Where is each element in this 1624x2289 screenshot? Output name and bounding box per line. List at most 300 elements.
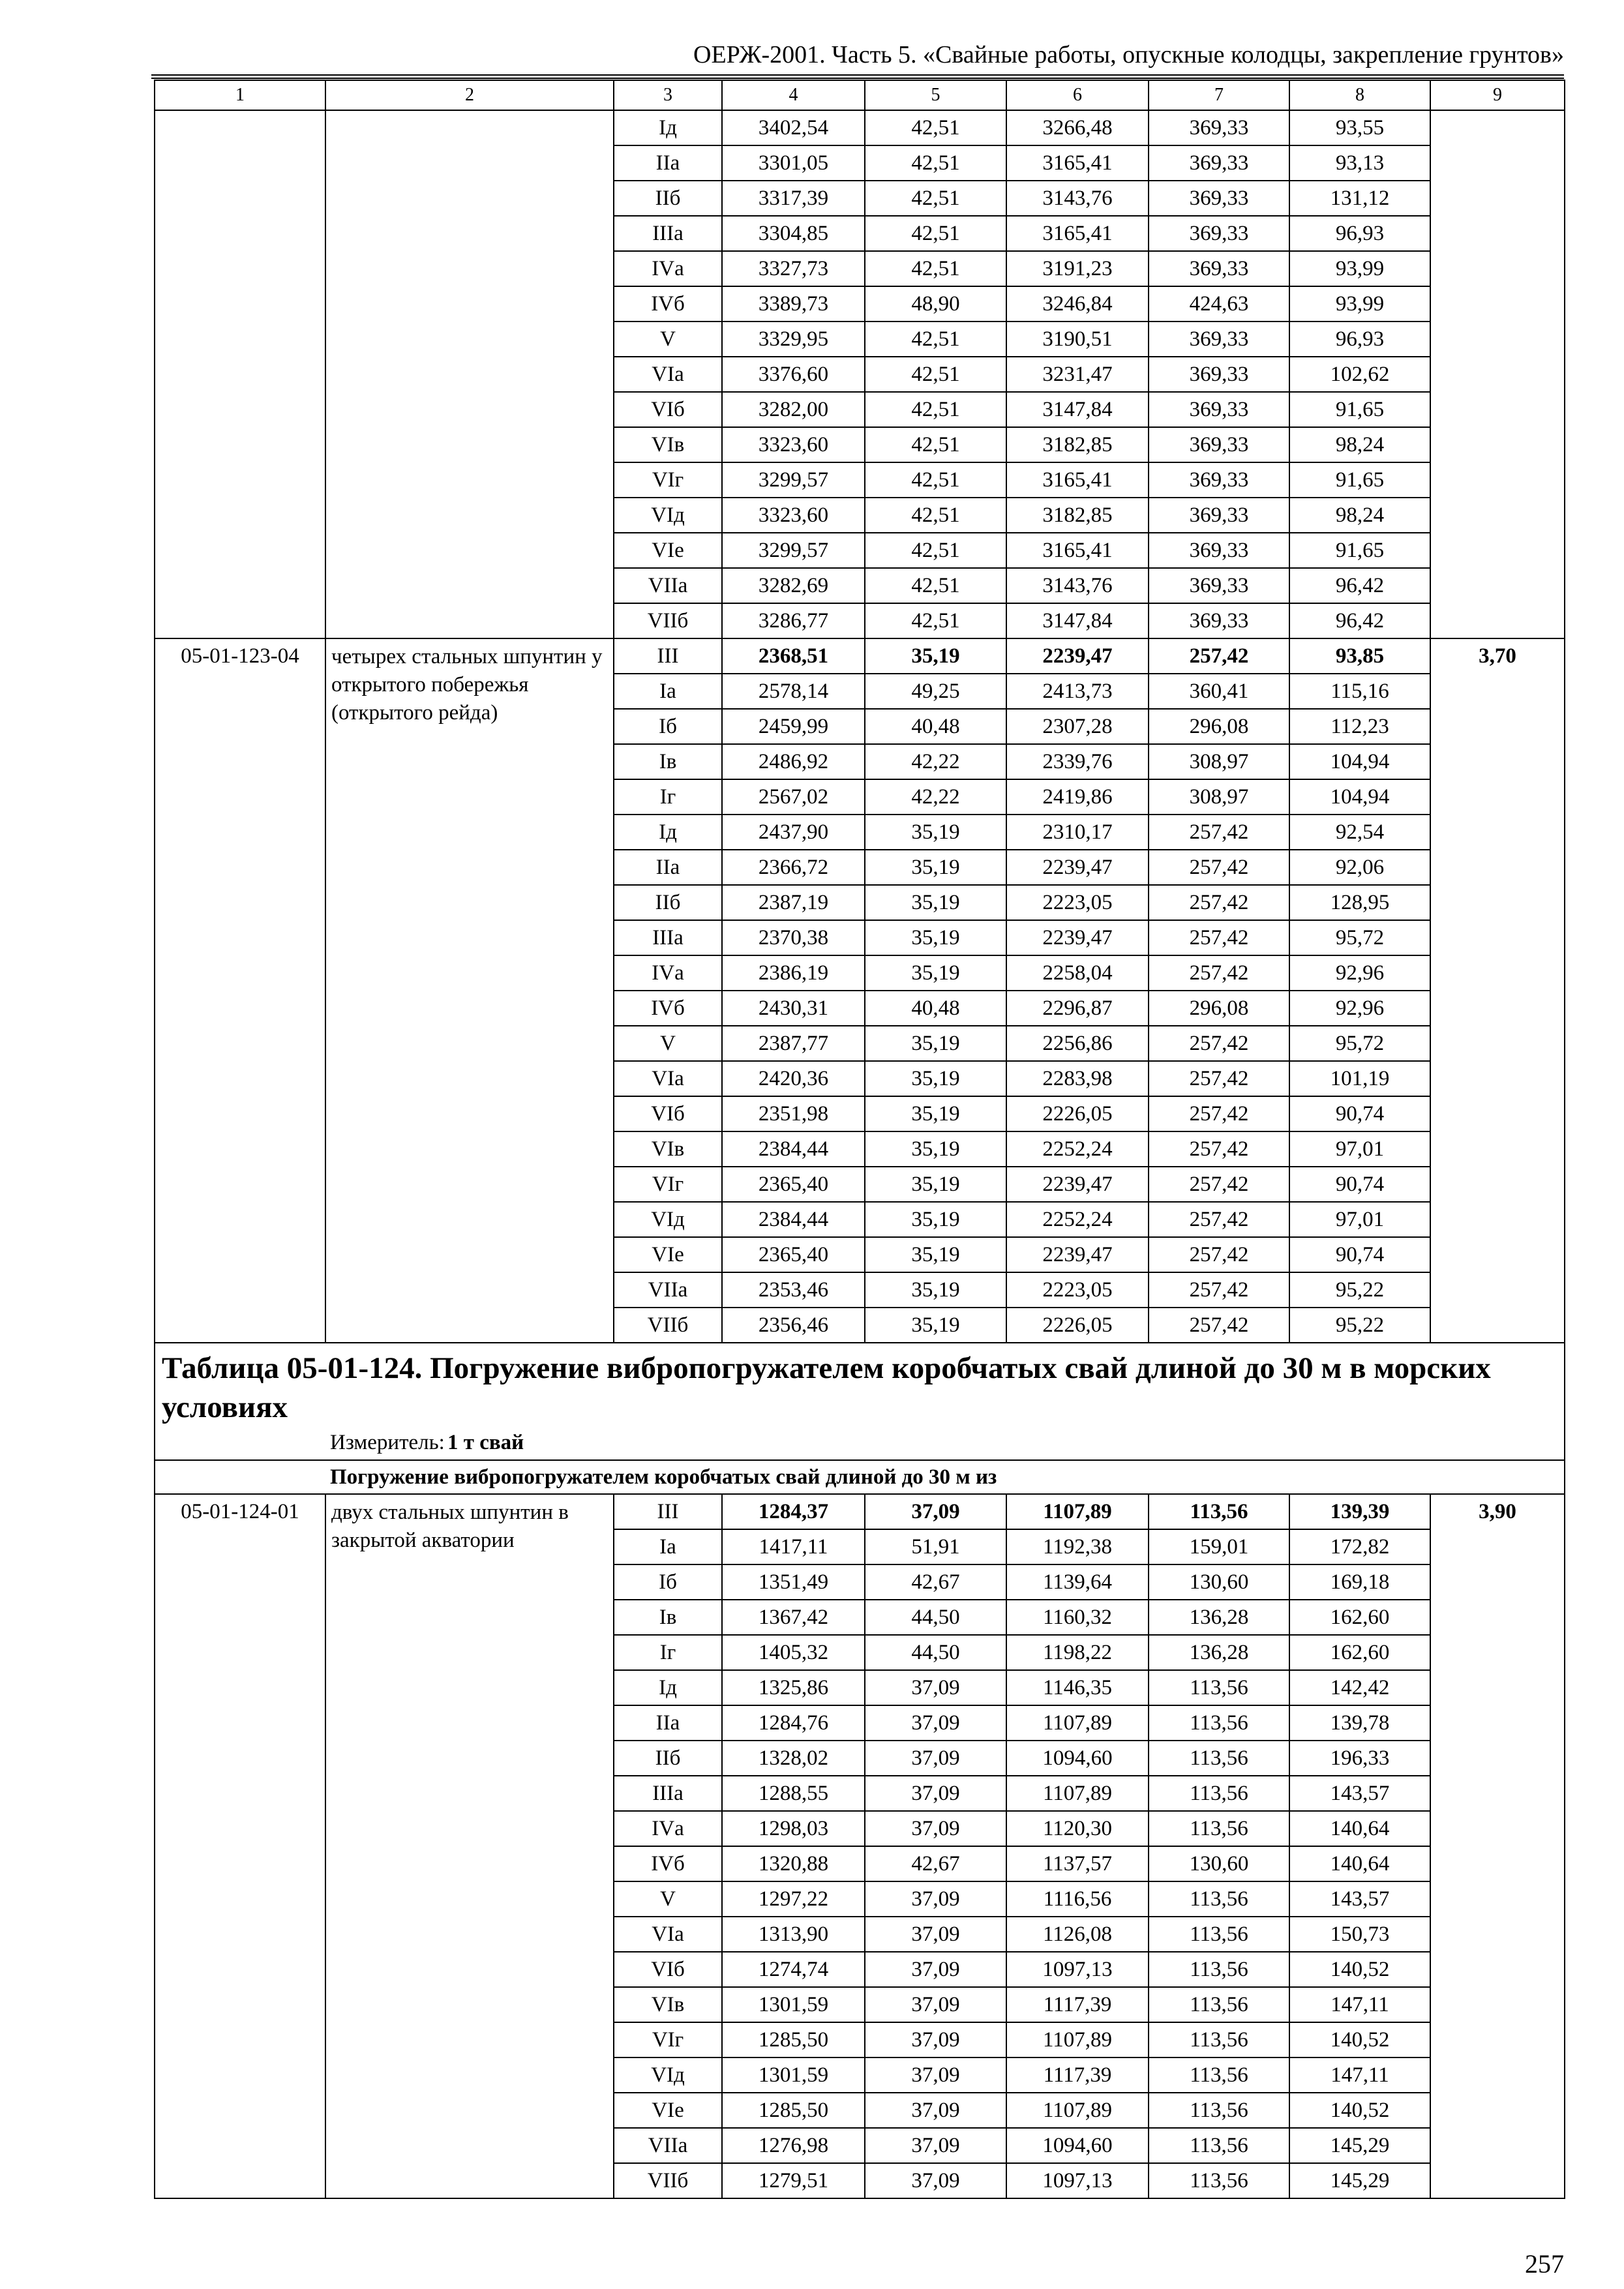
value-cell: 1107,89 (1006, 1776, 1149, 1811)
value-cell: 2226,05 (1006, 1308, 1149, 1343)
soil-group-cell: Iб (614, 1564, 722, 1600)
soil-group-cell: VIе (614, 533, 722, 568)
value-cell: 257,42 (1149, 1096, 1289, 1131)
value-cell: 2223,05 (1006, 1272, 1149, 1308)
soil-group-cell: VIб (614, 392, 722, 427)
value-cell: 42,51 (865, 357, 1006, 392)
value-cell: 2356,46 (722, 1308, 865, 1343)
table-title: Таблица 05-01-124. Погружение вибропогружателем коробчатых свай длиной до 30 м в морских условиях (162, 1351, 1491, 1424)
value-cell: 140,52 (1289, 2093, 1430, 2128)
value-cell: 112,23 (1289, 709, 1430, 744)
value-cell: 1107,89 (1006, 1494, 1149, 1529)
value-cell: 3282,69 (722, 568, 865, 603)
subcaption-cell: Погружение вибропогружателем коробчатых свай длиной до 30 м из (155, 1460, 1565, 1494)
soil-group-cell: VIа (614, 1061, 722, 1096)
value-cell: 131,12 (1289, 181, 1430, 216)
value-cell: 2370,38 (722, 920, 865, 955)
value-cell: 369,33 (1149, 533, 1289, 568)
norm-code-cell (155, 110, 325, 638)
column-number: 4 (722, 80, 865, 110)
norm-code-cell: 05-01-124-01 (155, 1494, 325, 2198)
value-cell: 35,19 (865, 1061, 1006, 1096)
value-cell: 2351,98 (722, 1096, 865, 1131)
soil-group-cell: Iг (614, 779, 722, 815)
value-cell: 37,09 (865, 2128, 1006, 2163)
value-cell: 90,74 (1289, 1096, 1430, 1131)
soil-group-cell: Iг (614, 1635, 722, 1670)
value-cell: 369,33 (1149, 427, 1289, 462)
value-cell: 91,65 (1289, 533, 1430, 568)
value-cell: 196,33 (1289, 1741, 1430, 1776)
table-row (155, 110, 1565, 145)
soil-group-cell: VIг (614, 1167, 722, 1202)
value-cell: 98,24 (1289, 427, 1430, 462)
value-cell: 1276,98 (722, 2128, 865, 2163)
soil-group-cell: IVа (614, 1811, 722, 1846)
value-cell: 42,22 (865, 744, 1006, 779)
soil-group-cell: IVб (614, 991, 722, 1026)
value-cell: 2437,90 (722, 815, 865, 850)
soil-group-cell: VIд (614, 498, 722, 533)
value-cell: 42,51 (865, 110, 1006, 145)
value-cell: 3317,39 (722, 181, 865, 216)
value-cell: 1405,32 (722, 1635, 865, 1670)
value-cell: 130,60 (1149, 1564, 1289, 1600)
value-cell: 147,11 (1289, 1987, 1430, 2022)
value-cell: 369,33 (1149, 216, 1289, 251)
value-cell: 97,01 (1289, 1202, 1430, 1237)
value-cell: 92,96 (1289, 991, 1430, 1026)
soil-group-cell: VIа (614, 357, 722, 392)
value-cell: 35,19 (865, 1237, 1006, 1272)
value-cell: 37,09 (865, 2163, 1006, 2198)
value-cell: 147,11 (1289, 2057, 1430, 2093)
soil-group-cell: VIв (614, 1131, 722, 1167)
value-cell: 92,96 (1289, 955, 1430, 991)
value-cell: 44,50 (865, 1600, 1006, 1635)
value-cell: 139,78 (1289, 1705, 1430, 1741)
value-cell: 42,51 (865, 427, 1006, 462)
value-cell: 140,64 (1289, 1811, 1430, 1846)
value-cell: 2353,46 (722, 1272, 865, 1308)
value-cell: 37,09 (865, 1705, 1006, 1741)
soil-group-cell: Iа (614, 1529, 722, 1564)
value-cell: 2339,76 (1006, 744, 1149, 779)
value-cell: 90,74 (1289, 1167, 1430, 1202)
coefficient-cell: 3,90 (1430, 1494, 1565, 2198)
table-title-cell (155, 1343, 1565, 1460)
value-cell: 96,93 (1289, 322, 1430, 357)
value-cell: 1301,59 (722, 2057, 865, 2093)
value-cell: 2252,24 (1006, 1202, 1149, 1237)
value-cell: 40,48 (865, 709, 1006, 744)
value-cell: 95,72 (1289, 1026, 1430, 1061)
value-cell: 169,18 (1289, 1564, 1430, 1600)
value-cell: 3147,84 (1006, 392, 1149, 427)
value-cell: 96,93 (1289, 216, 1430, 251)
value-cell: 42,51 (865, 603, 1006, 638)
value-cell: 35,19 (865, 1272, 1006, 1308)
value-cell: 40,48 (865, 991, 1006, 1026)
value-cell: 115,16 (1289, 674, 1430, 709)
value-cell: 308,97 (1149, 744, 1289, 779)
value-cell: 257,42 (1149, 1131, 1289, 1167)
soil-group-cell: IIб (614, 1741, 722, 1776)
value-cell: 91,65 (1289, 392, 1430, 427)
value-cell: 42,51 (865, 145, 1006, 181)
value-cell: 3165,41 (1006, 145, 1149, 181)
value-cell: 37,09 (865, 2022, 1006, 2057)
value-cell: 37,09 (865, 1494, 1006, 1529)
value-cell: 113,56 (1149, 1811, 1289, 1846)
soil-group-cell: V (614, 1026, 722, 1061)
soil-group-cell: III (614, 638, 722, 674)
value-cell: 1117,39 (1006, 1987, 1149, 2022)
value-cell: 145,29 (1289, 2163, 1430, 2198)
measure-line (162, 1431, 1557, 1455)
value-cell: 2239,47 (1006, 1167, 1149, 1202)
value-cell: 93,99 (1289, 251, 1430, 286)
value-cell: 35,19 (865, 850, 1006, 885)
value-cell: 3282,00 (722, 392, 865, 427)
soil-group-cell: VIг (614, 462, 722, 498)
value-cell: 143,57 (1289, 1881, 1430, 1917)
table-title-row (155, 1343, 1565, 1460)
value-cell: 143,57 (1289, 1776, 1430, 1811)
value-cell: 97,01 (1289, 1131, 1430, 1167)
measure-label: Измеритель: (330, 1431, 445, 1454)
value-cell: 42,51 (865, 216, 1006, 251)
soil-group-cell: IVб (614, 1846, 722, 1881)
value-cell: 48,90 (865, 286, 1006, 322)
measure-value: 1 т свай (447, 1431, 524, 1454)
value-cell: 113,56 (1149, 2093, 1289, 2128)
value-cell: 140,64 (1289, 1846, 1430, 1881)
value-cell: 2368,51 (722, 638, 865, 674)
column-number: 2 (325, 80, 614, 110)
value-cell: 1417,11 (722, 1529, 865, 1564)
value-cell: 37,09 (865, 2093, 1006, 2128)
value-cell: 113,56 (1149, 2163, 1289, 2198)
value-cell: 296,08 (1149, 991, 1289, 1026)
value-cell: 1137,57 (1006, 1846, 1149, 1881)
value-cell: 1328,02 (722, 1741, 865, 1776)
value-cell: 2459,99 (722, 709, 865, 744)
value-cell: 257,42 (1149, 815, 1289, 850)
value-cell: 136,28 (1149, 1600, 1289, 1635)
value-cell: 3147,84 (1006, 603, 1149, 638)
value-cell: 360,41 (1149, 674, 1289, 709)
value-cell: 3286,77 (722, 603, 865, 638)
value-cell: 104,94 (1289, 779, 1430, 815)
value-cell: 3165,41 (1006, 462, 1149, 498)
value-cell: 369,33 (1149, 357, 1289, 392)
value-cell: 257,42 (1149, 885, 1289, 920)
norm-description-cell (325, 110, 614, 638)
value-cell: 113,56 (1149, 1987, 1289, 2022)
value-cell: 37,09 (865, 2057, 1006, 2093)
value-cell: 92,06 (1289, 850, 1430, 885)
value-cell: 145,29 (1289, 2128, 1430, 2163)
value-cell: 2419,86 (1006, 779, 1149, 815)
value-cell: 1298,03 (722, 1811, 865, 1846)
value-cell: 2239,47 (1006, 1237, 1149, 1272)
value-cell: 1313,90 (722, 1917, 865, 1952)
value-cell: 3182,85 (1006, 498, 1149, 533)
value-cell: 369,33 (1149, 145, 1289, 181)
value-cell: 42,51 (865, 462, 1006, 498)
value-cell: 140,52 (1289, 2022, 1430, 2057)
value-cell: 42,22 (865, 779, 1006, 815)
soil-group-cell: IIIа (614, 920, 722, 955)
value-cell: 37,09 (865, 1670, 1006, 1705)
value-cell: 3323,60 (722, 498, 865, 533)
column-number: 9 (1430, 80, 1565, 110)
soil-group-cell: VIIа (614, 2128, 722, 2163)
value-cell: 1274,74 (722, 1952, 865, 1987)
value-cell: 130,60 (1149, 1846, 1289, 1881)
value-cell: 93,13 (1289, 145, 1430, 181)
value-cell: 3266,48 (1006, 110, 1149, 145)
value-cell: 3389,73 (722, 286, 865, 322)
value-cell: 42,51 (865, 533, 1006, 568)
value-cell: 2387,19 (722, 885, 865, 920)
soil-group-cell: VIIб (614, 1308, 722, 1343)
value-cell: 2239,47 (1006, 850, 1149, 885)
soil-group-cell: VIд (614, 1202, 722, 1237)
value-cell: 257,42 (1149, 1308, 1289, 1343)
value-cell: 2258,04 (1006, 955, 1149, 991)
soil-group-cell: III (614, 1494, 722, 1529)
value-cell: 1320,88 (722, 1846, 865, 1881)
value-cell: 37,09 (865, 1952, 1006, 1987)
soil-group-cell: IIб (614, 885, 722, 920)
value-cell: 296,08 (1149, 709, 1289, 744)
value-cell: 3327,73 (722, 251, 865, 286)
value-cell: 369,33 (1149, 498, 1289, 533)
value-cell: 3246,84 (1006, 286, 1149, 322)
value-cell: 1160,32 (1006, 1600, 1149, 1635)
value-cell: 139,39 (1289, 1494, 1430, 1529)
value-cell: 2283,98 (1006, 1061, 1149, 1096)
value-cell: 2223,05 (1006, 885, 1149, 920)
table-row (155, 1494, 1565, 1529)
value-cell: 369,33 (1149, 110, 1289, 145)
value-cell: 1139,64 (1006, 1564, 1149, 1600)
value-cell: 113,56 (1149, 1952, 1289, 1987)
value-cell: 1198,22 (1006, 1635, 1149, 1670)
soil-group-cell: VIб (614, 1952, 722, 1987)
value-cell: 2386,19 (722, 955, 865, 991)
soil-group-cell: VIIа (614, 1272, 722, 1308)
value-cell: 2567,02 (722, 779, 865, 815)
value-cell: 113,56 (1149, 1741, 1289, 1776)
value-cell: 91,65 (1289, 462, 1430, 498)
value-cell: 3165,41 (1006, 533, 1149, 568)
value-cell: 162,60 (1289, 1635, 1430, 1670)
value-cell: 35,19 (865, 1202, 1006, 1237)
value-cell: 3143,76 (1006, 181, 1149, 216)
soil-group-cell: VIб (614, 1096, 722, 1131)
value-cell: 308,97 (1149, 779, 1289, 815)
value-cell: 113,56 (1149, 1776, 1289, 1811)
value-cell: 1284,76 (722, 1705, 865, 1741)
soil-group-cell: VIг (614, 2022, 722, 2057)
value-cell: 369,33 (1149, 392, 1289, 427)
value-cell: 113,56 (1149, 2022, 1289, 2057)
value-cell: 257,42 (1149, 1237, 1289, 1272)
column-numbers-row (155, 80, 1565, 110)
value-cell: 2486,92 (722, 744, 865, 779)
value-cell: 2578,14 (722, 674, 865, 709)
soil-group-cell: IVа (614, 955, 722, 991)
value-cell: 92,54 (1289, 815, 1430, 850)
soil-group-cell: VIIб (614, 2163, 722, 2198)
value-cell: 1192,38 (1006, 1529, 1149, 1564)
value-cell: 42,51 (865, 498, 1006, 533)
value-cell: 257,42 (1149, 850, 1289, 885)
coefficient-cell (1430, 110, 1565, 638)
value-cell: 42,51 (865, 392, 1006, 427)
value-cell: 159,01 (1149, 1529, 1289, 1564)
soil-group-cell: VIв (614, 427, 722, 462)
value-cell: 1117,39 (1006, 2057, 1149, 2093)
value-cell: 1367,42 (722, 1600, 865, 1635)
coefficient-cell: 3,70 (1430, 638, 1565, 1343)
value-cell: 1297,22 (722, 1881, 865, 1917)
column-number: 6 (1006, 80, 1149, 110)
value-cell: 2307,28 (1006, 709, 1149, 744)
value-cell: 42,51 (865, 568, 1006, 603)
soil-group-cell: VIе (614, 2093, 722, 2128)
value-cell: 90,74 (1289, 1237, 1430, 1272)
value-cell: 113,56 (1149, 1881, 1289, 1917)
soil-group-cell: IVб (614, 286, 722, 322)
value-cell: 1126,08 (1006, 1917, 1149, 1952)
value-cell: 1094,60 (1006, 2128, 1149, 2163)
value-cell: 369,33 (1149, 251, 1289, 286)
soil-group-cell: VIIа (614, 568, 722, 603)
value-cell: 113,56 (1149, 1494, 1289, 1529)
page-header (151, 38, 1564, 76)
value-cell: 3376,60 (722, 357, 865, 392)
value-cell: 257,42 (1149, 1026, 1289, 1061)
value-cell: 257,42 (1149, 955, 1289, 991)
value-cell: 37,09 (865, 1917, 1006, 1952)
value-cell: 3301,05 (722, 145, 865, 181)
value-cell: 44,50 (865, 1635, 1006, 1670)
value-cell: 35,19 (865, 1167, 1006, 1202)
value-cell: 2226,05 (1006, 1096, 1149, 1131)
value-cell: 1288,55 (722, 1776, 865, 1811)
value-cell: 49,25 (865, 674, 1006, 709)
value-cell: 98,24 (1289, 498, 1430, 533)
value-cell: 257,42 (1149, 638, 1289, 674)
value-cell: 42,51 (865, 251, 1006, 286)
value-cell: 113,56 (1149, 2057, 1289, 2093)
soil-group-cell: VIе (614, 1237, 722, 1272)
soil-group-cell: IIа (614, 145, 722, 181)
value-cell: 369,33 (1149, 568, 1289, 603)
value-cell: 150,73 (1289, 1917, 1430, 1952)
value-cell: 35,19 (865, 1026, 1006, 1061)
value-cell: 104,94 (1289, 744, 1430, 779)
value-cell: 3191,23 (1006, 251, 1149, 286)
column-number: 1 (155, 80, 325, 110)
table-row (155, 638, 1565, 674)
soil-group-cell: Iб (614, 709, 722, 744)
value-cell: 257,42 (1149, 1272, 1289, 1308)
value-cell: 37,09 (865, 1811, 1006, 1846)
soil-group-cell: IVа (614, 251, 722, 286)
value-cell: 102,62 (1289, 357, 1430, 392)
value-cell: 2239,47 (1006, 638, 1149, 674)
value-cell: 35,19 (865, 1096, 1006, 1131)
value-cell: 3182,85 (1006, 427, 1149, 462)
value-cell: 42,51 (865, 181, 1006, 216)
value-cell: 3165,41 (1006, 216, 1149, 251)
value-cell: 37,09 (865, 1776, 1006, 1811)
value-cell: 2310,17 (1006, 815, 1149, 850)
soil-group-cell: VIв (614, 1987, 722, 2022)
value-cell: 1325,86 (722, 1670, 865, 1705)
value-cell: 128,95 (1289, 885, 1430, 920)
value-cell: 51,91 (865, 1529, 1006, 1564)
value-cell: 93,99 (1289, 286, 1430, 322)
column-number: 5 (865, 80, 1006, 110)
value-cell: 3299,57 (722, 533, 865, 568)
value-cell: 2366,72 (722, 850, 865, 885)
value-cell: 162,60 (1289, 1600, 1430, 1635)
value-cell: 1351,49 (722, 1564, 865, 1600)
soil-group-cell: IIб (614, 181, 722, 216)
value-cell: 140,52 (1289, 1952, 1430, 1987)
value-cell: 3304,85 (722, 216, 865, 251)
norms-table (154, 80, 1565, 2199)
value-cell: 35,19 (865, 920, 1006, 955)
soil-group-cell: V (614, 1881, 722, 1917)
value-cell: 2384,44 (722, 1202, 865, 1237)
value-cell: 96,42 (1289, 568, 1430, 603)
value-cell: 113,56 (1149, 2128, 1289, 2163)
value-cell: 257,42 (1149, 1202, 1289, 1237)
value-cell: 113,56 (1149, 1705, 1289, 1741)
value-cell: 1094,60 (1006, 1741, 1149, 1776)
value-cell: 3323,60 (722, 427, 865, 462)
value-cell: 42,51 (865, 322, 1006, 357)
value-cell: 3143,76 (1006, 568, 1149, 603)
soil-group-cell: IIа (614, 850, 722, 885)
column-number: 3 (614, 80, 722, 110)
value-cell: 35,19 (865, 1308, 1006, 1343)
value-cell: 1285,50 (722, 2093, 865, 2128)
soil-group-cell: Iв (614, 1600, 722, 1635)
norm-description-cell: двух стальных шпунтин в закрытой акватории (325, 1494, 614, 2198)
value-cell: 35,19 (865, 955, 1006, 991)
value-cell: 1284,37 (722, 1494, 865, 1529)
value-cell: 3329,95 (722, 322, 865, 357)
soil-group-cell: VIIб (614, 603, 722, 638)
value-cell: 95,72 (1289, 920, 1430, 955)
norm-code-cell: 05-01-123-04 (155, 638, 325, 1343)
soil-group-cell: Iд (614, 110, 722, 145)
value-cell: 93,55 (1289, 110, 1430, 145)
value-cell: 2384,44 (722, 1131, 865, 1167)
value-cell: 257,42 (1149, 1167, 1289, 1202)
value-cell: 1116,56 (1006, 1881, 1149, 1917)
value-cell: 172,82 (1289, 1529, 1430, 1564)
value-cell: 1301,59 (722, 1987, 865, 2022)
